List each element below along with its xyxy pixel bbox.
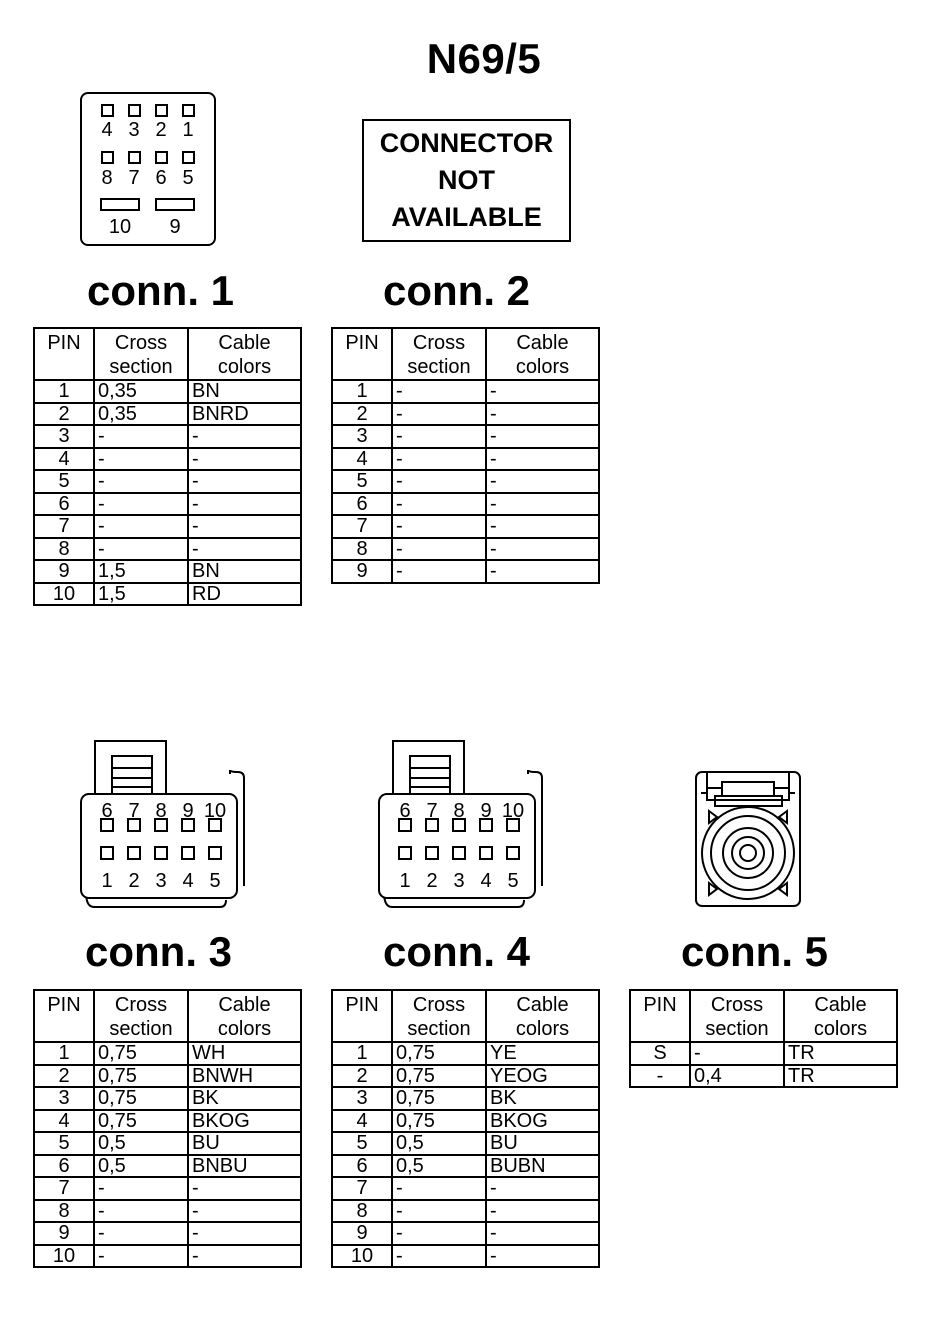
pin-cell: 1	[332, 380, 392, 403]
pin-number-label: 9	[480, 800, 492, 822]
cable-color-cell: RD	[188, 583, 301, 606]
connector-2-label: conn. 2	[383, 267, 531, 314]
cross-section-header-line: Cross	[114, 994, 168, 1016]
pin-cell: 9	[332, 1222, 392, 1245]
pin-number-label: 3	[128, 119, 140, 141]
cable-color-cell: -	[486, 560, 599, 583]
pin-cell: 8	[332, 1200, 392, 1223]
cable-color-cell: BU	[486, 1132, 599, 1155]
cross-section-cell: 0,35	[94, 380, 188, 403]
pin-cell: 4	[34, 448, 94, 471]
cable-color-cell: -	[188, 1222, 301, 1245]
cable-color-cell: WH	[188, 1042, 301, 1065]
pin-number-label: 3	[155, 870, 167, 892]
table-row	[332, 493, 599, 516]
cable-color-cell: -	[188, 425, 301, 448]
cable-color-cell: -	[188, 515, 301, 538]
connector-3-pin-table	[33, 989, 302, 1268]
pin-number-label: 6	[101, 800, 113, 822]
table-row	[34, 1222, 301, 1245]
pin-cell: 7	[34, 515, 94, 538]
table-row	[332, 448, 599, 471]
cross-section-cell: 0,5	[94, 1155, 188, 1178]
pin-cell: 5	[34, 1132, 94, 1155]
cross-section-cell: 1,5	[94, 583, 188, 606]
cross-section-cell: 0,5	[392, 1132, 486, 1155]
table-row	[332, 560, 599, 583]
cable-color-cell: -	[188, 493, 301, 516]
table-header-row	[630, 990, 897, 1042]
pin-number-label: 3	[453, 870, 465, 892]
connector-4-label: conn. 4	[383, 928, 531, 975]
cross-section-cell: 0,75	[94, 1110, 188, 1133]
pin-cell: 10	[34, 1245, 94, 1268]
cross-section-cell: 0,4	[690, 1065, 784, 1088]
cross-section-cell: -	[94, 470, 188, 493]
table-row	[332, 380, 599, 403]
table-row	[332, 1110, 599, 1133]
cross-section-header	[94, 328, 188, 380]
pin-number-label: 7	[426, 800, 438, 822]
cable-color-cell: -	[188, 1245, 301, 1268]
table-header-row	[34, 990, 301, 1042]
pin-header: PIN	[332, 990, 392, 1042]
cross-section-cell: -	[392, 380, 486, 403]
not-available-line-3: AVAILABLE	[391, 202, 542, 232]
cable-color-cell: BKOG	[486, 1110, 599, 1133]
cross-section-cell: -	[392, 448, 486, 471]
pin-number-label: 7	[128, 800, 140, 822]
cross-section-cell: -	[392, 560, 486, 583]
not-available-line-1: CONNECTOR	[379, 128, 554, 158]
table-row	[34, 448, 301, 471]
table-row	[34, 1042, 301, 1065]
pin-cell: 3	[332, 425, 392, 448]
table-row	[34, 560, 301, 583]
pin-header: PIN	[34, 328, 94, 380]
cable-color-cell: BUBN	[486, 1155, 599, 1178]
cross-section-cell: -	[392, 538, 486, 561]
table-row	[34, 1087, 301, 1110]
cross-section-header	[690, 990, 784, 1042]
cable-color-cell: YEOG	[486, 1065, 599, 1088]
cable-color-cell: -	[188, 1177, 301, 1200]
cable-color-cell: -	[188, 1200, 301, 1223]
cable-color-cell: -	[188, 470, 301, 493]
table-row	[34, 425, 301, 448]
pin-cell: 3	[34, 425, 94, 448]
cable-color-cell: -	[486, 470, 599, 493]
cable-colors-header-line: colors	[515, 356, 570, 378]
pin-number-label: 9	[182, 800, 194, 822]
cross-section-cell: -	[94, 425, 188, 448]
pin-cell: 1	[34, 380, 94, 403]
pin-header: PIN	[332, 328, 392, 380]
pin-number-label: 10	[203, 800, 227, 822]
table-row	[34, 1155, 301, 1178]
cross-section-cell: -	[94, 1222, 188, 1245]
cable-color-cell: -	[486, 448, 599, 471]
pin-number-label: 10	[501, 800, 525, 822]
pin-cell: 4	[332, 1110, 392, 1133]
cross-section-cell: -	[392, 1177, 486, 1200]
table-row	[332, 1087, 599, 1110]
cable-colors-header-line: colors	[515, 1018, 570, 1040]
cross-section-cell: 0,5	[94, 1132, 188, 1155]
cross-section-cell: 0,5	[392, 1155, 486, 1178]
connector-5-pin-table	[629, 989, 898, 1088]
cable-color-cell: BNRD	[188, 403, 301, 426]
pin-cell: S	[630, 1042, 690, 1065]
pin-cell: 1	[332, 1042, 392, 1065]
cross-section-cell: -	[392, 1222, 486, 1245]
connector-1-label: conn. 1	[87, 267, 235, 314]
cross-section-header-line: section	[407, 356, 471, 378]
table-row	[34, 515, 301, 538]
table-row	[332, 1065, 599, 1088]
cross-section-cell: 0,75	[94, 1087, 188, 1110]
pin-number-label: 2	[426, 870, 438, 892]
table-row	[34, 538, 301, 561]
pin-cell: -	[630, 1065, 690, 1088]
table-row	[332, 1042, 599, 1065]
pin-number-label: 1	[399, 870, 411, 892]
connector-4-drawing	[378, 740, 548, 912]
cable-color-cell: -	[486, 1245, 599, 1268]
cable-color-cell: -	[486, 1222, 599, 1245]
table-row	[34, 470, 301, 493]
pin-cell: 9	[34, 560, 94, 583]
connector-5-label: conn. 5	[681, 928, 829, 975]
cross-section-cell: -	[392, 470, 486, 493]
cross-section-cell: -	[94, 1177, 188, 1200]
cable-color-cell: BNWH	[188, 1065, 301, 1088]
cable-colors-header	[486, 328, 599, 380]
cable-color-cell: -	[486, 403, 599, 426]
pin-cell: 3	[332, 1087, 392, 1110]
cross-section-header-line: section	[109, 1018, 173, 1040]
cable-color-cell: TR	[784, 1065, 897, 1088]
table-row	[332, 538, 599, 561]
table-header-row	[34, 328, 301, 380]
cable-colors-header	[784, 990, 897, 1042]
pin-cell: 2	[34, 1065, 94, 1088]
cable-colors-header-line: colors	[813, 1018, 868, 1040]
connector-5-drawing	[695, 771, 803, 909]
table-row	[34, 1110, 301, 1133]
table-row	[630, 1042, 897, 1065]
pin-number-label: 1	[182, 119, 194, 141]
cross-section-cell: 0,75	[392, 1087, 486, 1110]
pin-cell: 4	[34, 1110, 94, 1133]
cross-section-header-line: section	[407, 1018, 471, 1040]
cross-section-cell: 0,75	[392, 1042, 486, 1065]
pin-cell: 7	[332, 1177, 392, 1200]
cable-color-cell: -	[486, 380, 599, 403]
cable-color-cell: BU	[188, 1132, 301, 1155]
cross-section-cell: 0,75	[94, 1042, 188, 1065]
cable-color-cell: BN	[188, 560, 301, 583]
pin-number-label: 6	[399, 800, 411, 822]
table-row	[332, 425, 599, 448]
table-row	[34, 403, 301, 426]
pin-cell: 8	[34, 538, 94, 561]
cable-colors-header-line: colors	[217, 356, 272, 378]
pin-header: PIN	[34, 990, 94, 1042]
cable-color-cell: -	[486, 493, 599, 516]
pin-number-label: 8	[453, 800, 465, 822]
cross-section-cell: -	[392, 493, 486, 516]
pin-number-label: 9	[169, 216, 181, 238]
pin-number-label: 10	[108, 216, 132, 238]
cross-section-header-line: section	[109, 356, 173, 378]
pin-cell: 2	[34, 403, 94, 426]
cross-section-cell: -	[392, 515, 486, 538]
cross-section-header-line: Cross	[412, 994, 466, 1016]
cable-colors-header-line: colors	[217, 1018, 272, 1040]
cross-section-header	[94, 990, 188, 1042]
pin-cell: 10	[34, 583, 94, 606]
cross-section-cell: 0,35	[94, 403, 188, 426]
pin-cell: 4	[332, 448, 392, 471]
cross-section-header-line: Cross	[412, 332, 466, 354]
pin-cell: 5	[34, 470, 94, 493]
pin-cell: 10	[332, 1245, 392, 1268]
cable-colors-header	[188, 990, 301, 1042]
pin-cell: 6	[332, 1155, 392, 1178]
pin-number-label: 5	[507, 870, 519, 892]
pin-number-label: 2	[155, 119, 167, 141]
cable-colors-header-line: Cable	[516, 332, 569, 354]
cross-section-cell: -	[94, 493, 188, 516]
pin-number-label: 5	[182, 167, 194, 189]
table-row	[630, 1065, 897, 1088]
table-row	[332, 1155, 599, 1178]
cross-section-cell: -	[392, 403, 486, 426]
cable-color-cell: -	[188, 538, 301, 561]
cross-section-cell: -	[392, 1200, 486, 1223]
table-row	[332, 515, 599, 538]
cross-section-cell: 0,75	[392, 1065, 486, 1088]
table-row	[332, 1245, 599, 1268]
connector-3-drawing	[80, 740, 250, 912]
cross-section-cell: -	[94, 1245, 188, 1268]
not-available-line-2: NOT	[438, 165, 495, 195]
pin-cell: 8	[332, 538, 392, 561]
pin-cell: 6	[332, 493, 392, 516]
cable-color-cell: BKOG	[188, 1110, 301, 1133]
cross-section-header-line: section	[705, 1018, 769, 1040]
connector-not-available-box	[362, 119, 571, 242]
cable-color-cell: BN	[188, 380, 301, 403]
table-row	[34, 1245, 301, 1268]
cable-color-cell: BK	[486, 1087, 599, 1110]
table-row	[332, 1132, 599, 1155]
cable-color-cell: -	[486, 1177, 599, 1200]
cable-colors-header-line: Cable	[814, 994, 867, 1016]
cable-color-cell: BK	[188, 1087, 301, 1110]
connector-1-pin-table	[33, 327, 302, 606]
cross-section-header	[392, 328, 486, 380]
pin-cell: 1	[34, 1042, 94, 1065]
table-row	[34, 380, 301, 403]
cross-section-cell: -	[392, 1245, 486, 1268]
pin-cell: 8	[34, 1200, 94, 1223]
cable-color-cell: YE	[486, 1042, 599, 1065]
pin-cell: 5	[332, 1132, 392, 1155]
cross-section-header-line: Cross	[710, 994, 764, 1016]
pin-number-label: 2	[128, 870, 140, 892]
page-title: N69/5	[426, 35, 542, 82]
pin-header: PIN	[630, 990, 690, 1042]
pin-number-label: 8	[101, 167, 113, 189]
table-row	[332, 1222, 599, 1245]
table-header-row	[332, 990, 599, 1042]
table-row	[332, 470, 599, 493]
table-row	[34, 1200, 301, 1223]
table-row	[332, 403, 599, 426]
table-row	[34, 1177, 301, 1200]
cable-color-cell: -	[486, 538, 599, 561]
cross-section-cell: 0,75	[94, 1065, 188, 1088]
table-row	[34, 1065, 301, 1088]
pin-cell: 2	[332, 403, 392, 426]
pin-cell: 7	[34, 1177, 94, 1200]
pin-number-label: 4	[182, 870, 194, 892]
pin-number-label: 7	[128, 167, 140, 189]
cable-colors-header	[486, 990, 599, 1042]
cross-section-header-line: Cross	[114, 332, 168, 354]
pin-number-label: 5	[209, 870, 221, 892]
cable-color-cell: BNBU	[188, 1155, 301, 1178]
table-row	[34, 583, 301, 606]
pin-cell: 5	[332, 470, 392, 493]
cable-colors-header	[188, 328, 301, 380]
connector-1-pin-labels	[80, 92, 220, 247]
cross-section-cell: -	[94, 448, 188, 471]
cable-colors-header-line: Cable	[218, 994, 271, 1016]
table-row	[332, 1200, 599, 1223]
connector-3-label: conn. 3	[85, 928, 233, 975]
pin-cell: 9	[34, 1222, 94, 1245]
pin-number-label: 4	[101, 119, 113, 141]
cross-section-cell: -	[94, 538, 188, 561]
pin-number-label: 6	[155, 167, 167, 189]
pin-cell: 7	[332, 515, 392, 538]
cross-section-cell: -	[94, 515, 188, 538]
cable-color-cell: -	[486, 515, 599, 538]
cable-colors-header-line: Cable	[218, 332, 271, 354]
cable-color-cell: -	[486, 1200, 599, 1223]
connector-4-pin-table	[331, 989, 600, 1268]
table-row	[34, 493, 301, 516]
pin-cell: 6	[34, 493, 94, 516]
cross-section-cell: -	[690, 1042, 784, 1065]
pin-cell: 2	[332, 1065, 392, 1088]
cross-section-cell: -	[392, 425, 486, 448]
cross-section-cell: -	[94, 1200, 188, 1223]
cable-color-cell: -	[486, 425, 599, 448]
cable-color-cell: TR	[784, 1042, 897, 1065]
cross-section-header	[392, 990, 486, 1042]
cable-color-cell: -	[188, 448, 301, 471]
pin-number-label: 4	[480, 870, 492, 892]
table-row	[34, 1132, 301, 1155]
table-row	[332, 1177, 599, 1200]
pin-number-label: 8	[155, 800, 167, 822]
connector-2-pin-table	[331, 327, 600, 584]
cross-section-cell: 0,75	[392, 1110, 486, 1133]
pin-cell: 3	[34, 1087, 94, 1110]
cross-section-cell: 1,5	[94, 560, 188, 583]
pin-number-label: 1	[101, 870, 113, 892]
cable-colors-header-line: Cable	[516, 994, 569, 1016]
pin-cell: 6	[34, 1155, 94, 1178]
table-header-row	[332, 328, 599, 380]
pin-cell: 9	[332, 560, 392, 583]
